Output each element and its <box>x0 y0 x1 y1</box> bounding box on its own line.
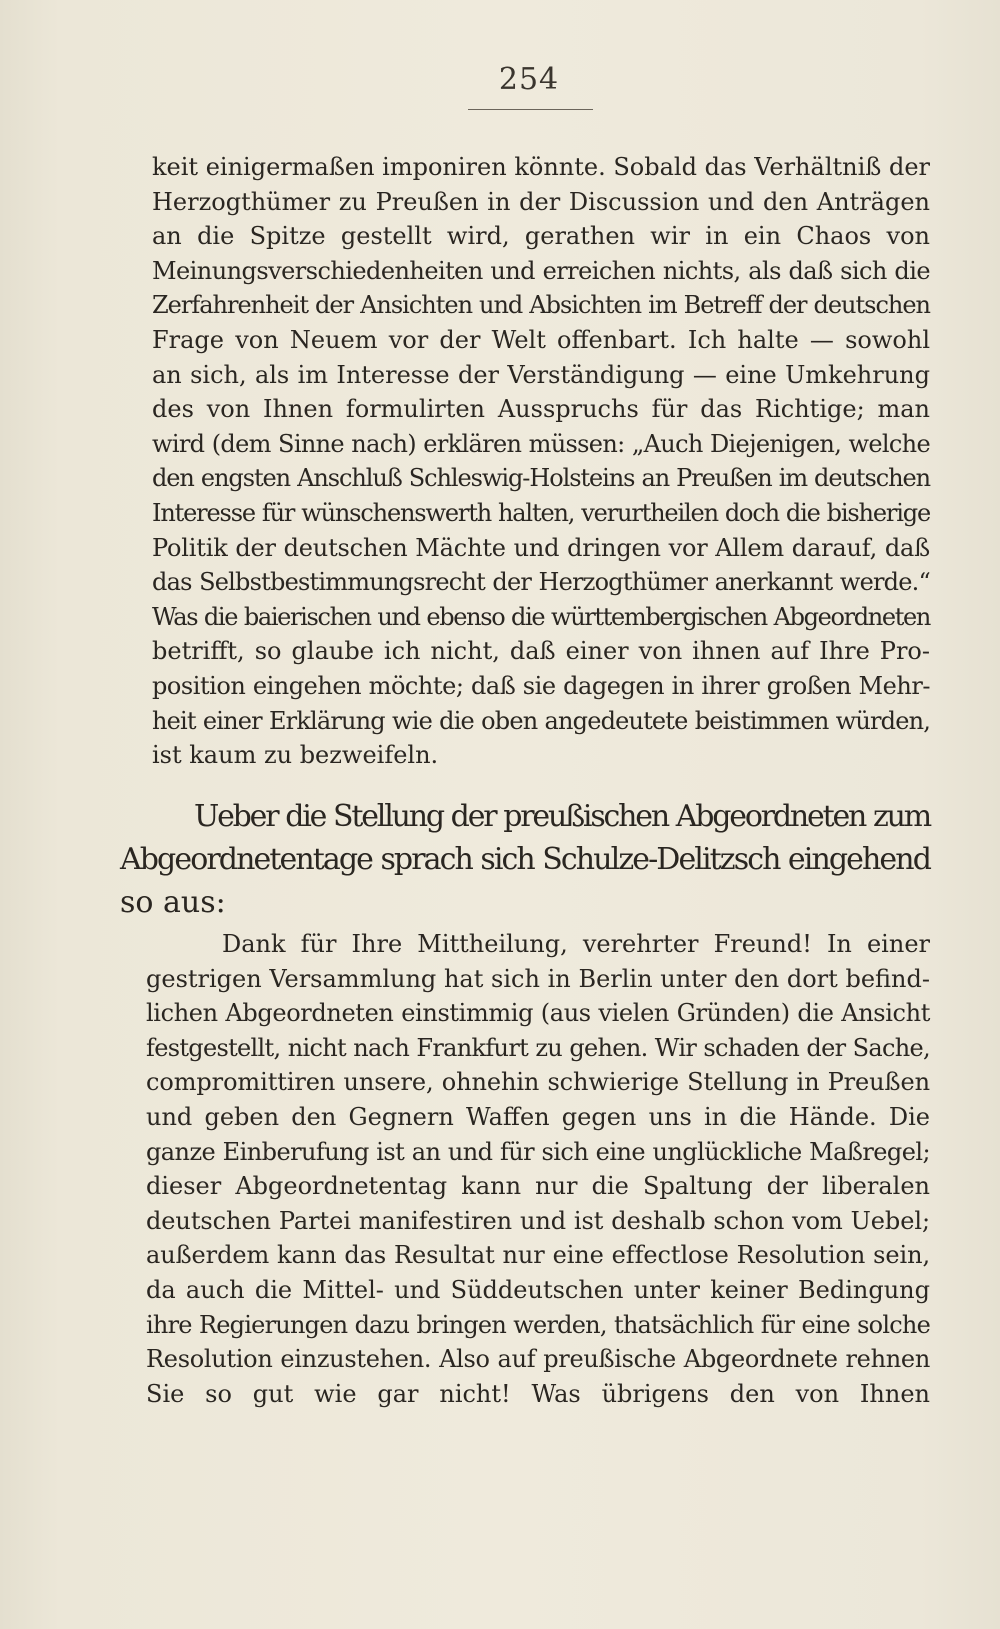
text-line: und geben den Gegnern Waffen gegen uns in die Hände. Die <box>146 1102 930 1131</box>
text-line: Sie so gut wie gar nicht! Was übrigens den von Ihnen <box>146 1379 930 1408</box>
text-line: an die Spitze gestellt wird, gerathen wir in ein Chaos von <box>152 222 930 251</box>
paragraph-letter-continuation <box>152 150 930 773</box>
text-line: ihre Regierungen dazu bringen werden, thatsächlich für eine solche <box>146 1310 930 1339</box>
paragraph-quoted-letter <box>146 927 930 1411</box>
text-line: deutschen Partei manifestiren und ist deshalb schon vom Uebel; <box>146 1206 930 1235</box>
text-line: lichen Abgeordneten einstimmig (aus vielen Gründen) die Ansicht <box>146 999 930 1028</box>
text-line: Abgeordnetentage sprach sich Schulze-Delitzsch eingehend <box>120 842 930 877</box>
text-line: Herzogthümer zu Preußen in der Discussion und den Anträgen <box>152 187 930 216</box>
text-line: Frage von Neuem vor der Welt offenbart. Ich halte — sowohl <box>152 325 930 354</box>
text-line: gestrigen Versammlung hat sich in Berlin unter den dort befind- <box>146 964 930 993</box>
text-line: compromittiren unsere, ohnehin schwierige Stellung in Preußen <box>146 1068 930 1097</box>
text-line: ist kaum zu bezweifeln. <box>152 741 439 770</box>
page-number: 254 <box>498 62 560 97</box>
text-line: den engsten Anschluß Schleswig-Holsteins an Preußen im deutschen <box>152 464 930 493</box>
text-line: da auch die Mittel- und Süddeutschen unter keiner Bedingung <box>146 1275 930 1304</box>
text-line: Politik der deutschen Mächte und dringen vor Allem darauf, daß <box>152 533 930 562</box>
text-line: Dank für Ihre Mittheilung, verehrter Freund! In einer <box>222 930 930 958</box>
text-line: so aus: <box>120 885 226 920</box>
text-line: des von Ihnen formulirten Ausspruchs für das Richtige; man <box>152 395 930 424</box>
text-line: das Selbstbestimmungsrecht der Herzogthümer anerkannt werde.“ <box>152 568 930 597</box>
text-line: Resolution einzustehen. Also auf preußische Abgeordnete rehnen <box>146 1345 930 1374</box>
text-line: heit einer Erklärung wie die oben angedeutete beistimmen würden, <box>152 706 930 735</box>
text-line: Ueber die Stellung der preußischen Abgeordneten zum <box>194 799 930 834</box>
text-line: festgestellt, nicht nach Frankfurt zu gehen. Wir schaden der Sache, <box>146 1033 930 1062</box>
text-line: wird (dem Sinne nach) erklären müssen: „Auch Diejenigen, welche <box>152 429 930 458</box>
text-line: Meinungsverschiedenheiten und erreichen nichts, als daß sich die <box>152 256 930 285</box>
text-line: keit einigermaßen imponiren könnte. Sobald das Verhältniß der <box>152 153 930 181</box>
text-line: ganze Einberufung ist an und für sich eine unglückliche Maßregel; <box>146 1137 930 1166</box>
text-line: Was die baierischen und ebenso die württembergischen Abgeordneten <box>152 602 930 631</box>
paragraph-narrative <box>120 795 930 924</box>
text-line: Interesse für wünschenswerth halten, verurtheilen doch die bisherige <box>152 498 930 527</box>
text-line: Zerfahrenheit der Ansichten und Absichten im Betreff der deutschen <box>152 291 930 320</box>
text-line: position eingehen möchte; daß sie dagegen in ihrer großen Mehr- <box>152 671 930 700</box>
text-line: außerdem kann das Resultat nur eine effectlose Resolution sein, <box>146 1241 930 1270</box>
page-number-rule <box>468 109 593 110</box>
text-line: an sich, als im Interesse der Verständigung — eine Umkehrung <box>152 360 930 389</box>
text-line: betrifft, so glaube ich nicht, daß einer von ihnen auf Ihre Pro- <box>152 637 930 666</box>
text-line: dieser Abgeordnetentag kann nur die Spaltung der liberalen <box>146 1172 930 1201</box>
